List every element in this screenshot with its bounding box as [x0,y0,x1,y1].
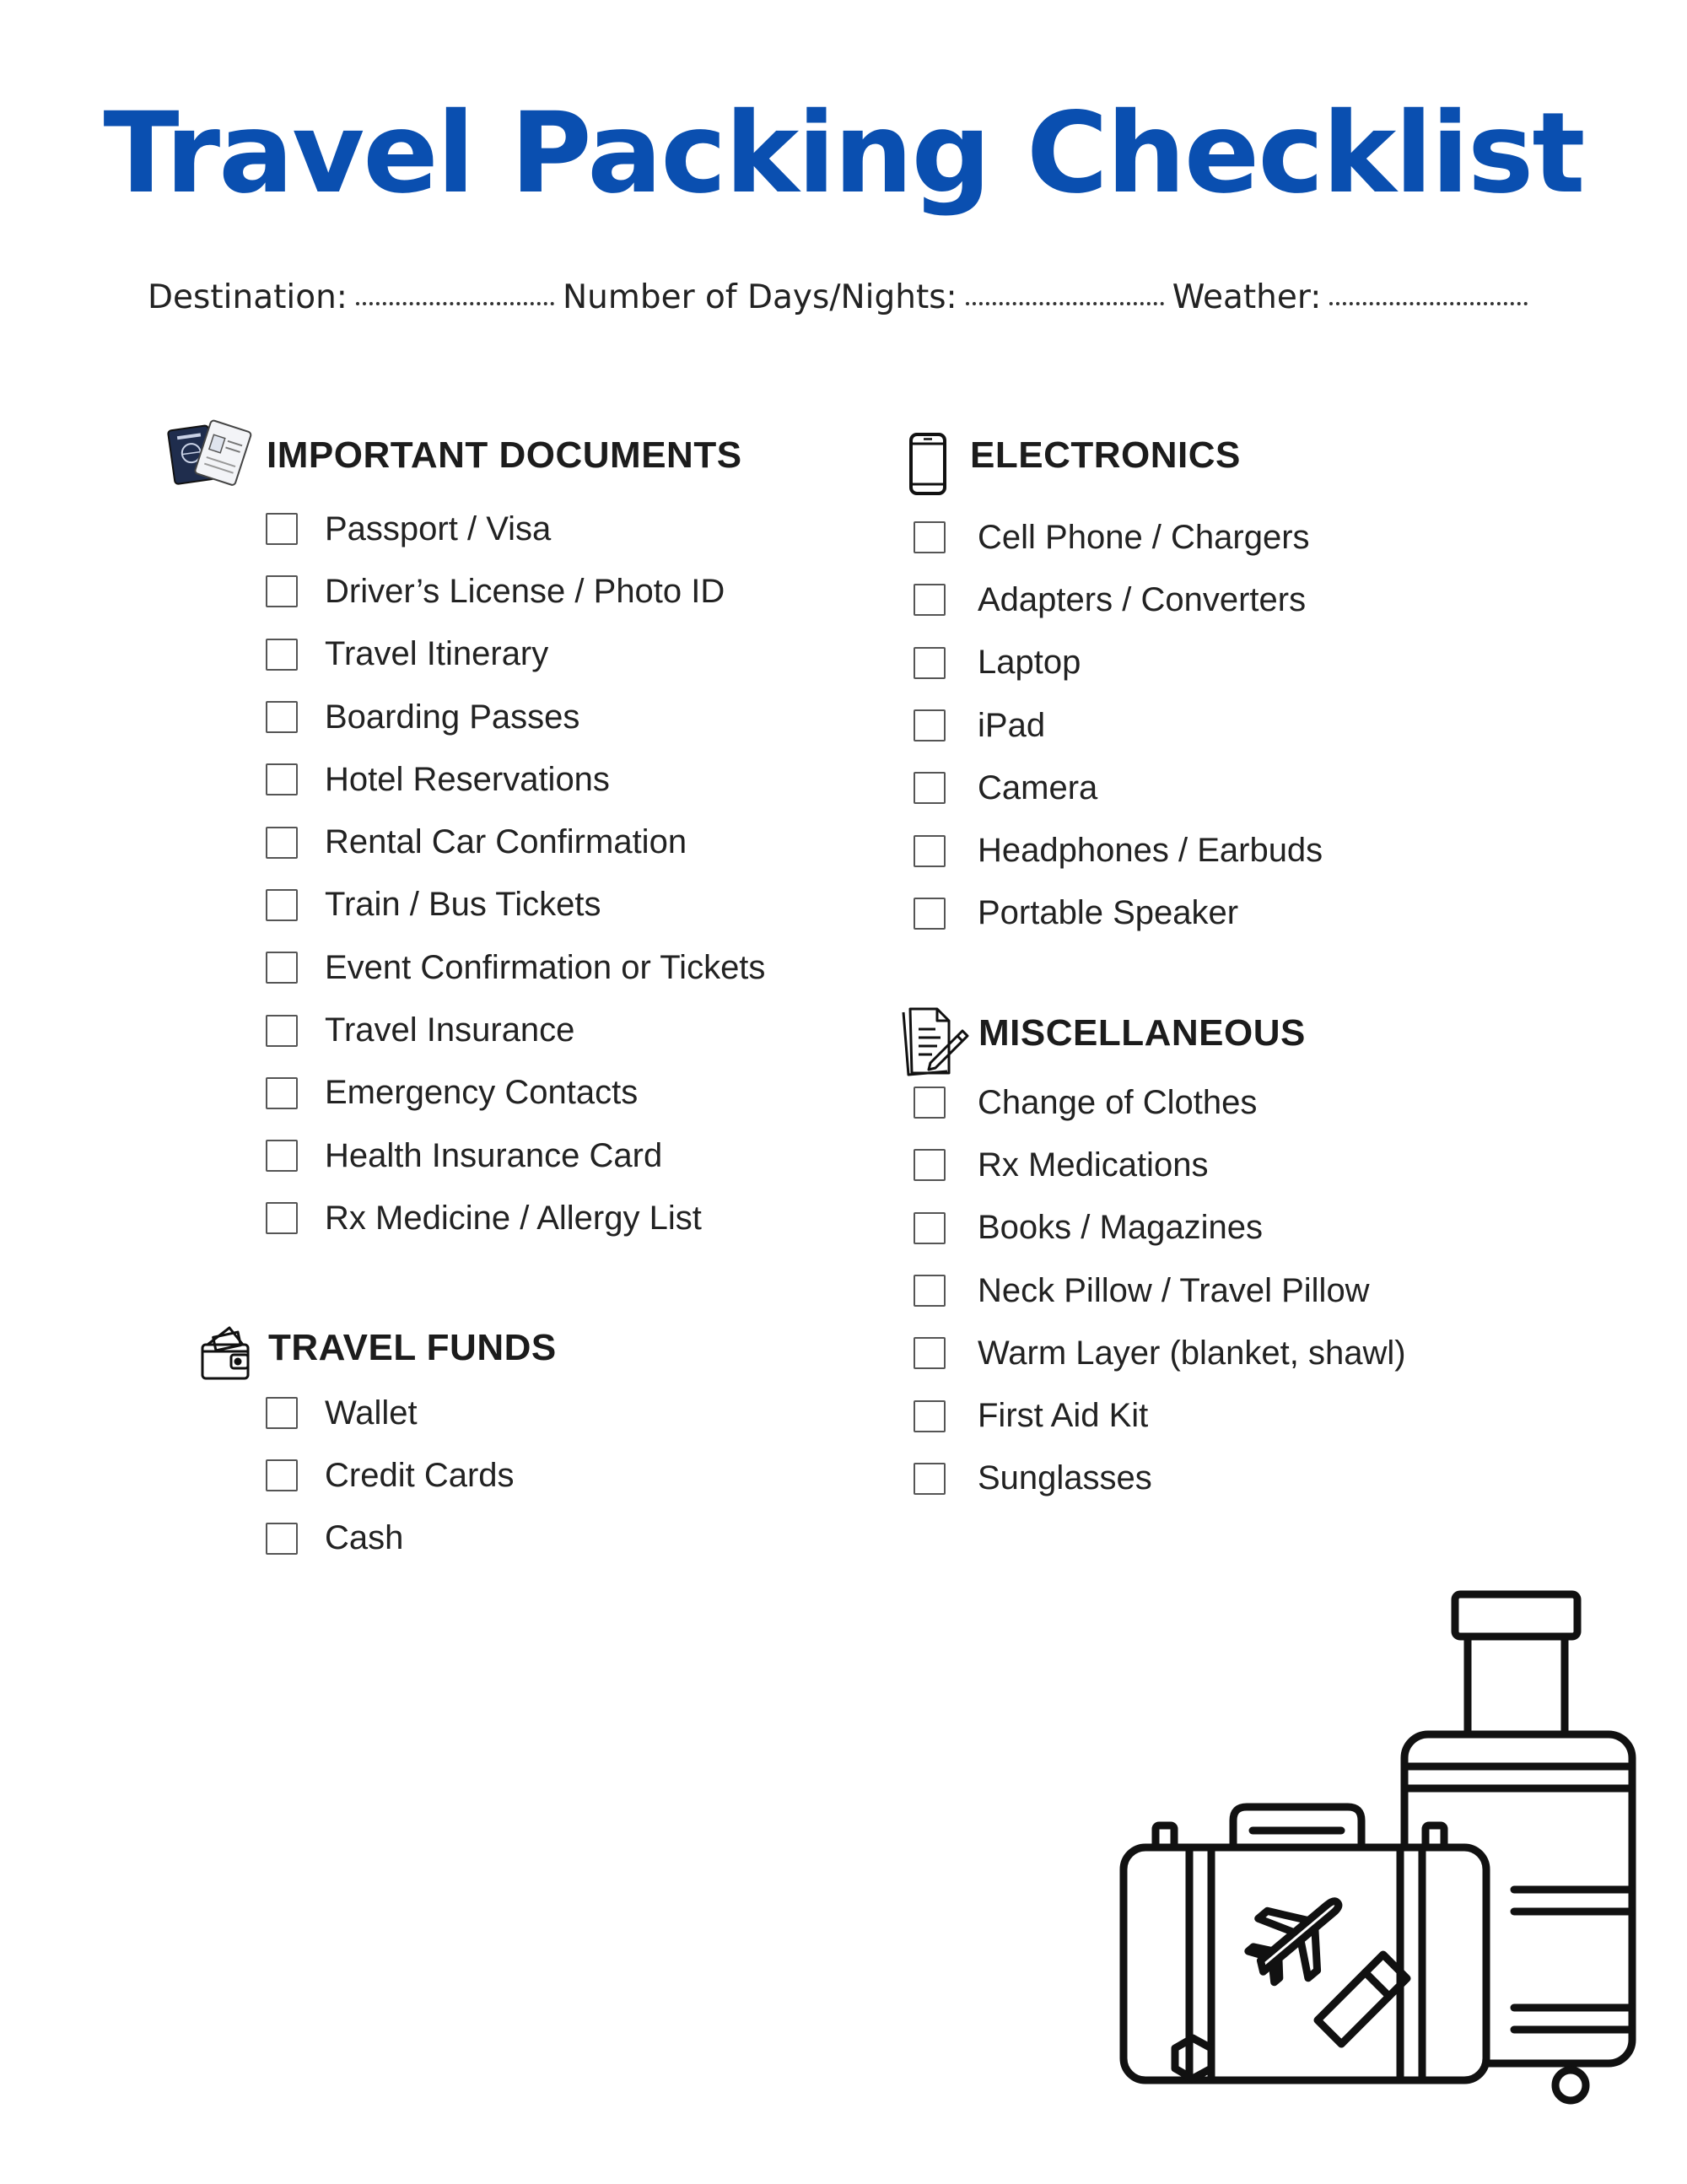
item-label: Change of Clothes [978,1083,1258,1121]
item-label: Rental Car Confirmation [325,823,687,861]
section-electronics [970,434,1241,477]
checkbox[interactable] [266,763,298,795]
section-title: MISCELLANEOUS [978,1012,1306,1054]
item-label: Cash [325,1519,404,1557]
item-label: Travel Insurance [325,1011,575,1049]
electronics-list [914,506,1323,945]
checklist-item[interactable] [914,506,1323,569]
checkbox[interactable] [914,1275,946,1307]
wallet-icon [199,1323,253,1383]
checkbox[interactable] [266,1523,298,1555]
checklist-item[interactable] [914,1134,1406,1196]
checkbox[interactable] [914,1400,946,1432]
item-label: Rx Medicine / Allergy List [325,1199,702,1237]
checkbox[interactable] [266,1202,298,1234]
checklist-item[interactable] [914,694,1323,757]
checklist-item[interactable] [266,1382,515,1444]
section-important-documents [267,434,742,477]
miscellaneous-list [914,1071,1406,1510]
item-label: Headphones / Earbuds [978,832,1323,870]
item-label: Boarding Passes [325,698,580,736]
item-label: Laptop [978,644,1081,682]
checkbox[interactable] [266,575,298,607]
checklist-item[interactable] [266,560,765,623]
item-label: Event Confirmation or Tickets [325,948,766,986]
item-label: Health Insurance Card [325,1136,663,1174]
documents-list [266,498,765,1250]
destination-label: Destination: [148,278,348,316]
item-label: Credit Cards [325,1456,515,1494]
checkbox[interactable] [914,1212,946,1244]
item-label: Train / Bus Tickets [325,886,601,924]
trip-info-row [148,278,1548,316]
item-label: iPad [978,706,1046,744]
checklist-item[interactable] [266,1507,515,1570]
item-label: Books / Magazines [978,1209,1263,1247]
section-title: IMPORTANT DOCUMENTS [267,434,742,476]
checklist-item[interactable] [914,1259,1406,1322]
item-label: Passport / Visa [325,510,552,547]
checklist-item[interactable] [266,1062,765,1124]
checkbox[interactable] [914,647,946,679]
item-label: Portable Speaker [978,894,1239,932]
item-label: Emergency Contacts [325,1074,639,1112]
checkbox[interactable] [914,521,946,553]
checkbox[interactable] [914,1149,946,1181]
checkbox[interactable] [266,513,298,545]
phone-icon [907,432,949,496]
checkbox[interactable] [266,701,298,733]
checklist-item[interactable] [266,1187,765,1249]
checklist-item[interactable] [914,632,1323,694]
checklist-item[interactable] [266,999,765,1061]
item-label: Sunglasses [978,1459,1152,1497]
checkbox[interactable] [914,772,946,804]
checklist-item[interactable] [914,882,1323,945]
checklist-item[interactable] [914,819,1323,882]
section-travel-funds [268,1327,557,1369]
passport-icon [164,412,253,492]
checkbox[interactable] [914,1463,946,1495]
item-label: First Aid Kit [978,1397,1149,1435]
checklist-item[interactable] [266,623,765,686]
checkbox[interactable] [914,1337,946,1369]
section-miscellaneous [978,1012,1306,1054]
checkbox[interactable] [914,898,946,930]
section-title: TRAVEL FUNDS [268,1327,557,1368]
weather-field[interactable] [1172,278,1537,316]
item-label: Hotel Reservations [325,760,610,798]
checkbox[interactable] [914,709,946,741]
notepad-icon [897,1004,969,1080]
destination-blank[interactable] [356,302,554,305]
weather-blank[interactable] [1329,302,1528,305]
luggage-icon [1113,1586,1653,2109]
page-title: Travel Packing Checklist [103,89,1584,218]
days-nights-label: Number of Days/Nights: [562,278,957,316]
checkbox[interactable] [266,1140,298,1172]
checkbox[interactable] [266,1015,298,1047]
item-label: Rx Medications [978,1146,1209,1184]
checkbox[interactable] [266,827,298,859]
item-label: Warm Layer (blanket, shawl) [978,1334,1406,1372]
checkbox[interactable] [914,584,946,616]
checklist-item[interactable] [914,569,1323,631]
checkbox[interactable] [914,1087,946,1119]
item-label: Adapters / Converters [978,580,1307,618]
checklist-item[interactable] [914,757,1323,819]
item-label: Travel Itinerary [325,635,549,673]
checklist-item[interactable] [266,1124,765,1187]
item-label: Camera [978,768,1098,806]
item-label: Neck Pillow / Travel Pillow [978,1271,1370,1309]
checklist-item[interactable] [914,1448,1406,1510]
checklist-item[interactable] [266,1444,515,1507]
checklist-item[interactable] [914,1197,1406,1259]
days-nights-blank[interactable] [966,302,1164,305]
checklist-item[interactable] [266,874,765,936]
checklist-item[interactable] [914,1384,1406,1447]
checkbox[interactable] [266,639,298,671]
funds-list [266,1382,515,1570]
checkbox[interactable] [266,1077,298,1109]
item-label: Cell Phone / Chargers [978,518,1310,556]
checkbox[interactable] [914,835,946,867]
weather-label: Weather: [1172,278,1322,316]
checkbox[interactable] [266,952,298,984]
item-label: Wallet [325,1394,418,1432]
checkbox[interactable] [266,1459,298,1491]
checklist-item[interactable] [266,498,765,560]
checklist-item[interactable] [266,811,765,873]
checklist-item[interactable] [266,936,765,999]
checkbox[interactable] [266,889,298,921]
destination-field[interactable] [148,278,563,316]
checklist-item[interactable] [266,748,765,811]
checklist-item[interactable] [266,686,765,748]
item-label: Driver’s License / Photo ID [325,572,725,610]
days-nights-field[interactable] [563,278,1172,316]
section-title: ELECTRONICS [970,434,1241,476]
checkbox[interactable] [266,1397,298,1429]
checklist-item[interactable] [914,1071,1406,1134]
checklist-item[interactable] [914,1322,1406,1384]
